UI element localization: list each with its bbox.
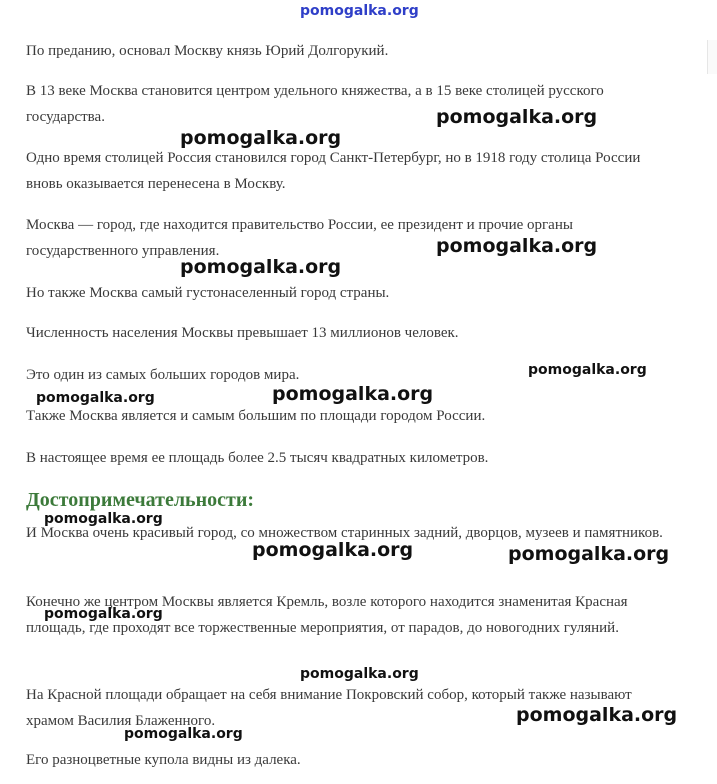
watermark-text: pomogalka.org [436, 235, 598, 257]
watermark-text: pomogalka.org [272, 383, 434, 405]
section-heading-sights: Достопримечательности: [26, 489, 255, 511]
paragraph-population: Численность населения Москвы превышает 13 миллионов человек. [26, 325, 459, 341]
watermark-text: pomogalka.org [36, 390, 155, 406]
watermark-text: pomogalka.org [252, 539, 414, 561]
watermark-text: pomogalka.org [180, 127, 342, 149]
watermark-text: pomogalka.org [508, 543, 670, 565]
paragraph-largest-area: Также Москва является и самым большим по площади городом России. [26, 408, 486, 424]
watermark-text: pomogalka.org [300, 3, 419, 19]
watermark-text: pomogalka.org [516, 704, 678, 726]
scrollbar-edge [707, 40, 717, 74]
paragraph-beautiful-city: И Москва очень красивый город, со множеством старинных задний, дворцов, музеев и памятников. [26, 525, 663, 541]
paragraph-domes: Его разноцветные купола видны из далека. [26, 752, 301, 768]
watermark-text: pomogalka.org [180, 256, 342, 278]
paragraph-founding: По преданию, основал Москву князь Юрий Долгорукий. [26, 43, 389, 59]
paragraph-st-petersburg: Одно время столицей Россия становился город Санкт-Петербург, но в 1918 году столица России вновь оказывается перенесена в Москву. [26, 150, 641, 192]
paragraph-populous: Но также Москва самый густонаселенный город страны. [26, 285, 390, 301]
watermark-text: pomogalka.org [44, 511, 163, 527]
paragraph-government: Москва — город, где находится правительство России, ее президент и прочие органы государственного управления. [26, 217, 573, 259]
paragraph-kremlin: Конечно же центром Москвы является Кремль, возле которого находится знаменитая Красная площадь, где проходят все торжественные мероприятия, от парадов, до новогодних гуляний. [26, 594, 628, 636]
watermark-text: pomogalka.org [124, 726, 243, 742]
paragraph-cathedral: На Красной площади обращает на себя внимание Покровский собор, который также называют храмом Василия Блаженного. [26, 687, 632, 729]
paragraph-largest-cities: Это один из самых больших городов мира. [26, 367, 300, 383]
watermark-text: pomogalka.org [300, 666, 419, 682]
paragraph-area-size: В настоящее время ее площадь более 2.5 тысяч квадратных километров. [26, 450, 489, 466]
paragraph-13th-century: В 13 веке Москва становится центром удельного княжества, а в 15 веке столицей русского государства. [26, 83, 604, 125]
watermark-text: pomogalka.org [44, 606, 163, 622]
watermark-text: pomogalka.org [436, 106, 598, 128]
watermark-text: pomogalka.org [528, 362, 647, 378]
